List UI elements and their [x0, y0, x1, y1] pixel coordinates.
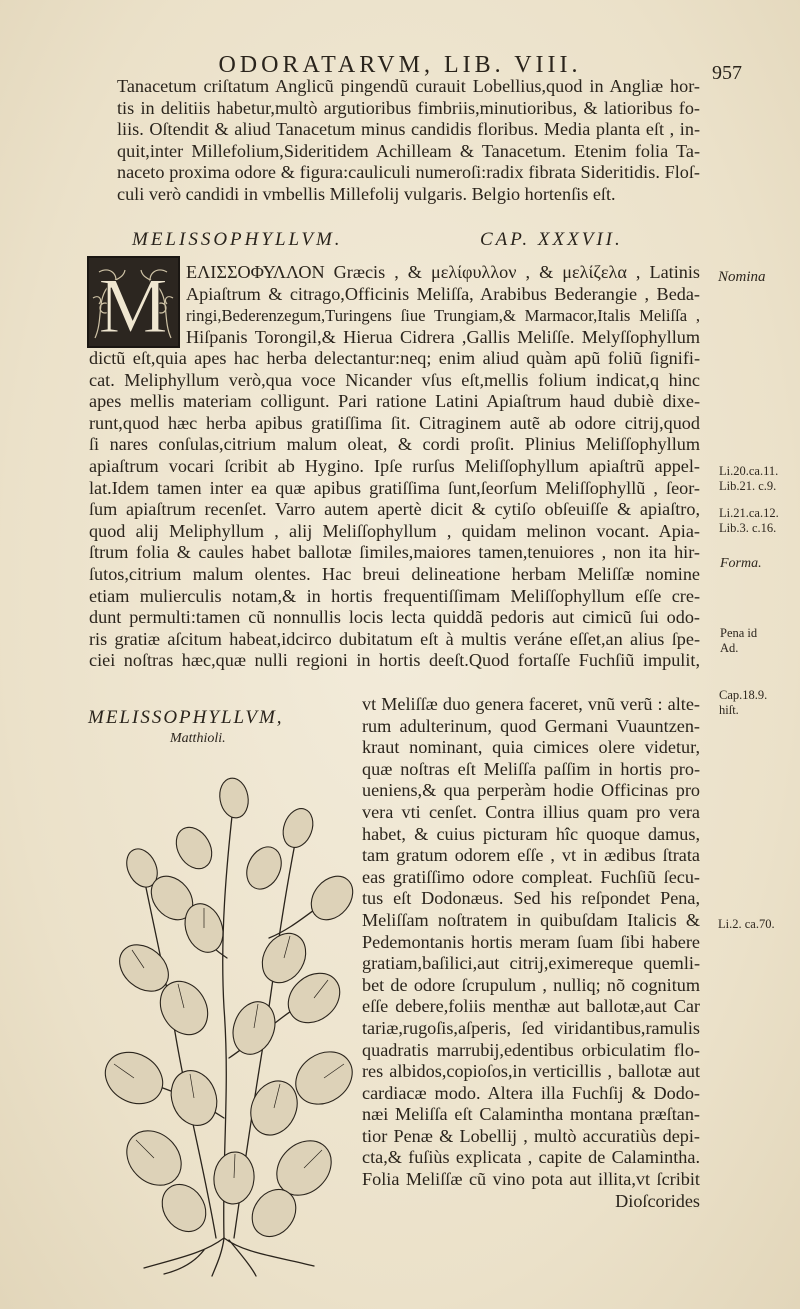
text-line: apiaſtrum vocari ſcribit ab Hygino. Ipſe rurſus Meliſſophyllum apiaſtrũ appel- — [89, 455, 700, 476]
text-line: Tanacetum criſtatum Anglicũ pingendũ curauit Lobellius,quod in Angliæ hor- — [117, 76, 700, 96]
text-line: bet de odore ſcrupulum , nulliq; nõ cognitum — [362, 974, 700, 995]
text-line: cardiacæ modo. Altera illa Fuchſij & Dodo- — [362, 1082, 700, 1103]
text-line: cta,& fuſiùs explicata , capite de Calamintha. — [362, 1147, 700, 1168]
text-line: gratiam,baſilici,aut citrij,eximereque quemli- — [362, 953, 700, 974]
page-number: 957 — [712, 62, 742, 84]
text-line: ciei noſtras hæc,quæ nulli regioni in hortis deeſt.Quod fortaſſe Fuchſiũ impulit, — [89, 650, 700, 671]
column-paragraph — [362, 694, 700, 1212]
text-line: naceto proxima odore & figura:cauliculi numeroſi:radix fibrata Sideritidis. Floſ- — [117, 162, 700, 183]
text-line: Dioſcorides — [615, 1190, 700, 1211]
text-line: ſtrum folia & caules habet ballotæ ſimiles,maiores tamen,tenuiores , non ita hir- — [89, 542, 700, 563]
running-title: ODORATARVM, LIB. VIII. — [218, 52, 582, 78]
text-line: quit,inter Millefolium,Sideritidem Achilleam & Tanacetum. Etenim folia Ta- — [117, 140, 700, 161]
chapter-number: CAP. XXXVII. — [480, 229, 623, 250]
text-line: tam gratum odorem eſſe , vt in ædibus ſtrata — [362, 845, 700, 866]
text-line: liis. Oſtendit & aliud Tanacetum minus candidis floribus. Media planta eſt , in- — [117, 119, 700, 140]
text-line: kraut nominant, quia cimices olere videtur, — [362, 737, 700, 758]
text-line: apes mellis materiam colligunt. Pari ratione Latini Apiaſtrum haud dubiè dixe- — [89, 391, 700, 412]
text-line: tariæ,rugoſis,aſperis, ſed viridantibus,ramulis — [362, 1017, 700, 1038]
text-line: ſutos,citrium malum olentes. Hac breui delineatione herbam Meliſſæ nomine — [89, 563, 700, 584]
text-line: ΕΛΙΣΣΟΦΥΛΛΟΝ Græcis , & μελίφυλλον , & μελίζελα , Latinis — [186, 262, 700, 282]
text-line: rum adulterinum, quod Germani Vuauntzen- — [362, 715, 700, 736]
text-line: res albidos,copioſos,in verticillis , ballotæ aut — [362, 1061, 700, 1082]
main-paragraph — [89, 348, 700, 672]
svg-text:M: M — [98, 262, 168, 346]
margin-note-pena: Pena id — [720, 626, 758, 640]
text-line: cat. Meliphyllum verò,qua voce Nicander vſus eſt,mellis folium indicat,q hinc — [89, 369, 700, 390]
text-line: ſi nares conſulas,citrium malum oleat, & cordi proſit. Plinius Meliſſophyllum — [89, 434, 700, 455]
margin-note-ref: Lib.21. c.9. — [719, 479, 777, 493]
margin-note-ref: Cap.18.9. — [719, 688, 768, 702]
margin-note-ref: Lib.3. c.16. — [719, 521, 777, 535]
text-line: Folia Meliſſæ cũ vino pota aut illita,vt ſcribit — [362, 1169, 700, 1190]
melissa-plant-woodcut — [84, 758, 374, 1278]
text-line: ris gratiæ aſcitum habeat,idcirco dubitatum eſt à multis veráne eſſet,an alius ſpe- — [89, 628, 700, 649]
figure-title: MELISSOPHYLLVM, — [88, 707, 284, 728]
ornament-icon — [89, 258, 178, 346]
text-line: ringi,Bederenzegum,Turingens ſiue Trungiam,& Marmacor,Italis Meliſſa , — [186, 306, 700, 326]
margin-note-forma: Forma. — [720, 556, 762, 571]
text-line: lat.Idem tamen inter ea quæ apibus gratiſſima ſunt,ſeorſum Meliſſophyllũ , ſeor- — [89, 477, 700, 498]
intro-paragraph — [117, 76, 700, 206]
text-line: ſum apiaſtrum recenſet. Varro autem apertè dicit & cytiſo obſeuiſſe & apiaſtro, — [89, 499, 700, 520]
text-line: runt,quod hæc herba apibus gratiſſima ſit. Citraginem autẽ ab odore citrij,quod — [89, 412, 700, 433]
text-line: quæ noſtras eſt Meliſſa paſſim in hortis pro- — [362, 758, 700, 779]
text-line: eas gratiſſimo odore compleat. Fuchſiũ ſecu- — [362, 866, 700, 887]
text-line: eſſe debere,foliis menthæ aut ballotæ,aut Car — [362, 996, 700, 1017]
text-line: dunt permulti:tamen cũ nonnullis locis lecta quiddã pedoris aut cimicũ ſui odo- — [89, 607, 700, 628]
margin-note-ref: Li.2. ca.70. — [718, 917, 775, 931]
text-line: quadratis marrubij,edentibus orbiculatim flo- — [362, 1039, 700, 1060]
text-line: ueniens,& qua perperàm hodie Officinas pro — [362, 780, 700, 801]
text-line: Hiſpanis Torongil,& Hierua Cidrera ,Gallis Meliſſe. Melyſſophyllum — [186, 326, 700, 347]
text-line: tior Penæ & Lobellij , multò accuratiùs depi- — [362, 1125, 700, 1146]
margin-note-ref: hiſt. — [719, 703, 739, 717]
text-line: Apiaſtrum & citrago,Officinis Meliſſa, Arabibus Bederangie , Beda- — [186, 283, 700, 304]
decorated-initial — [87, 256, 180, 348]
chapter-title: MELISSOPHYLLVM. — [132, 229, 343, 250]
initial-side-text — [186, 262, 700, 348]
margin-note-pena: Ad. — [720, 641, 739, 655]
margin-note-ref: Li.21.ca.12. — [719, 506, 779, 520]
text-line: vera vti cenſet. Contra illius quam pro vera — [362, 801, 700, 822]
margin-note-nomina: Nomina — [718, 269, 766, 285]
text-line: etiam mulierculis notam,& in hortis frequentiſſimam Meliſſophyllum eſſe cre- — [89, 585, 700, 606]
text-line: culi verò candidi in vmbellis Millefolij vulgaris. Belgio hortenſis eſt. — [117, 183, 616, 204]
text-line: Pedemontanis hortis meram ſuam ſibi habere — [362, 931, 700, 952]
margin-note-ref: Li.20.ca.11. — [719, 464, 779, 478]
text-line: dictũ eſt,quia apes hac herba delectantur:neq; enim aliud quàm apũ foliũ ſignifi- — [89, 348, 700, 368]
text-line: vt Meliſſæ duo genera faceret, vnũ verũ : alte- — [362, 694, 700, 714]
text-line: næi Meliſſa eſt Calamintha montana præſtan- — [362, 1104, 700, 1125]
figure-author: Matthioli. — [170, 731, 226, 746]
text-line: tus eſt Dodonæus. Sed his reſpondet Pena, — [362, 888, 700, 909]
figure-caption — [88, 707, 348, 747]
text-line: habet, & cuius picturam hîc quoque damus, — [362, 823, 700, 844]
text-line: quod alij Meliphyllum , alij Meliſſophyllum , quidam melinon vocant. Apia- — [89, 520, 700, 541]
text-line: tis in delitiis habetur,multò argutioribus fimbriis,minutioribus, & latioribus fo- — [117, 97, 700, 118]
text-line: Meliſſam noſtratem in quibuſdam Italicis & — [362, 909, 700, 930]
